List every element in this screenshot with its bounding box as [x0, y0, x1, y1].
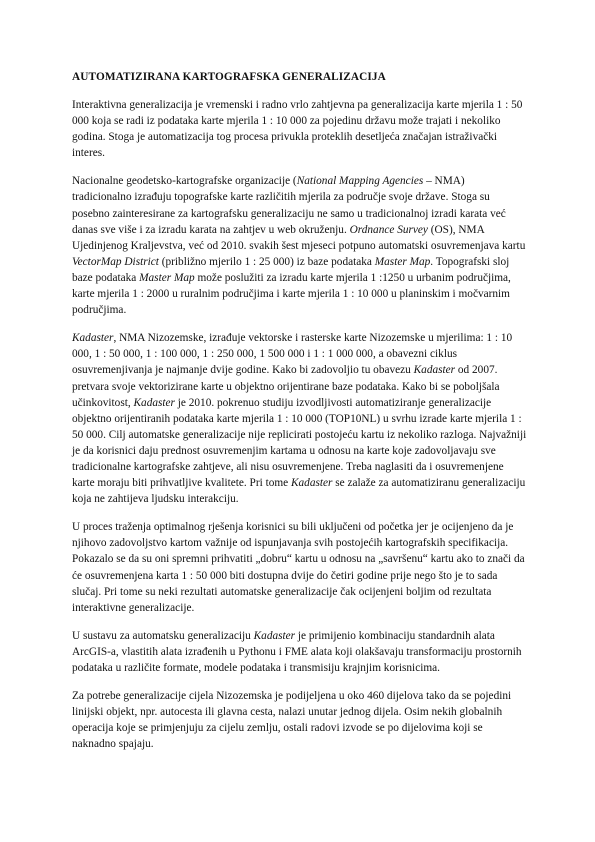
- italic-term: Kadaster: [413, 364, 456, 377]
- italic-term: Kadaster: [72, 332, 114, 345]
- text-run: , NMA Nizozemske, izrađuje vektorske i rasterske karte Nizozemske u mjerilima: 1 : 10 000, 1 : 50 000, 1 : 100 000, 1 : 250 000, 1 500 000 i 1 : 1 000 000, a obavezni ciklus osuvremenjivanja je najmanje dvije godine. Kako bi zadovoljio tu obavezu: [72, 332, 513, 377]
- text-run: – NMA) tradicionalno izrađuju topografske karte različitih mjerila za područje svoje države. Stoga su posebno zainteresirane za kartografsku generalizaciju ne samo u tradicionalnoj izradi karata već danas sve više i za izradu karata na zahtjev u web okruženju.: [72, 175, 506, 236]
- paragraph-6: [72, 688, 527, 752]
- text-run: (približno mjerilo 1 : 25 000) iz baze podataka: [158, 255, 375, 268]
- paragraph-3: [72, 330, 527, 507]
- document-body: [72, 97, 527, 752]
- text-run: (OS), NMA Ujedinjenog Kraljevstva, već od 2010. svakih šest mjeseci potpuno automatski osuvremenjava kartu: [72, 223, 526, 252]
- italic-term: Ordnance Survey: [349, 223, 428, 236]
- text-run: Interaktivna generalizacija je vremenski i radno vrlo zahtjevna pa generalizacija karte mjerila 1 : 50 000 koja se radi iz podataka karte mjerila 1 : 10 000 za pojedinu državu može trajati i nekoliko godina. Stoga je automatizacija tog procesa privukla proteklih desetljeća značajan istraživački interes.: [72, 99, 523, 160]
- text-run: se zalaže za automatiziranu generalizaciju koja ne zahtijeva ljudsku interakciju.: [72, 477, 526, 506]
- text-run: može poslužiti za izradu karte mjerila 1 :1250 u urbanim područjima, karte mjerila 1 : 2000 u ruralnim područjima i karte mjerila 1 : 10 000 u planinskim i močvarnim područjima.: [72, 271, 511, 317]
- text-run: U sustavu za automatsku generalizaciju: [72, 629, 254, 642]
- paragraph-2: [72, 173, 527, 318]
- italic-term: Master Map: [139, 271, 195, 284]
- text-run: je 2010. pokrenuo studiju izvodljivosti automatiziranje generalizacije objektno orijentiranih podataka karte mjerila 1 : 10 000 (TOP10NL) u svrhu izrade karte mjerila 1 : 50 000. Cilj automatske generalizacije nije replicirati postojeću kartu iz nekoliko razloga. Najvažniji je da korisnici daju prednost osuvremenjim kartama u odnosu na karte koje zadovoljavaju sve tradicionalne kartografske zahtjeve, ali nisu osuvremenjene. Treba naglasiti da i osuvremenjene karte moraju biti prihvatljive kvalitete. Pri tome: [72, 396, 527, 490]
- italic-term: Kadaster: [290, 477, 333, 490]
- italic-term: Kadaster: [253, 629, 296, 642]
- italic-term: Master Map: [374, 255, 431, 268]
- italic-term: Kadaster: [133, 396, 175, 409]
- paragraph-4: [72, 519, 527, 616]
- text-run: U proces traženja optimalnog rješenja korisnici su bili uključeni od početka jer je ocijenjeno da je njihovo zadovoljstvo kartom važnije od ispunjavanja svih postojećih kartografskih specifikacija. Pokazalo se da su oni spremni prihvatiti „dobru“ kartu u odnosu na „savršenu“ kartu ako to znači da će osuvremenjena karta 1 : 50 000 biti dostupna dvije do četiri godine prije nego što je to sada slučaj. Pri tome su neki rezultati automatske generalizacije čak ocijenjeni boljim od rezultata interaktivne generalizacije.: [72, 521, 525, 614]
- text-run: . Topografski sloj baze podataka: [72, 255, 510, 284]
- paragraph-1: [72, 97, 527, 161]
- italic-term: National Mapping Agencies: [296, 175, 424, 188]
- document-page: [72, 69, 527, 764]
- paragraph-5: [72, 628, 527, 676]
- document-title: AUTOMATIZIRANA KARTOGRAFSKA GENERALIZACIJA: [72, 71, 386, 83]
- text-run: Za potrebe generalizacije cijela Nizozemska je podijeljena u oko 460 dijelova tako da se pojedini linijski objekt, npr. autocesta ili glavna cesta, nalazi unutar jednog dijela. Osim nekih globalnih operacija koje se primjenjuju za cijelu zemlju, ostali radovi izvode se po dijelovima koji se naknadno spajaju.: [72, 690, 512, 751]
- text-run: Nacionalne geodetsko-kartografske organizacije (: [72, 175, 297, 188]
- text-run: je primijenio kombinaciju standardnih alata ArcGIS-a, vlastitih alata izrađenih u Pythonu i FME alata koji olakšavaju transformaciju prostornih podataka u različite formate, modele podataka i transmisiju krajnjim korisnicima.: [72, 629, 522, 674]
- text-run: od 2007. pretvara svoje vektorizirane karte u objektno orijentirane baze podataka. Kako bi se poboljšala učinkovitost,: [72, 364, 500, 409]
- italic-term: VectorMap District: [72, 255, 159, 268]
